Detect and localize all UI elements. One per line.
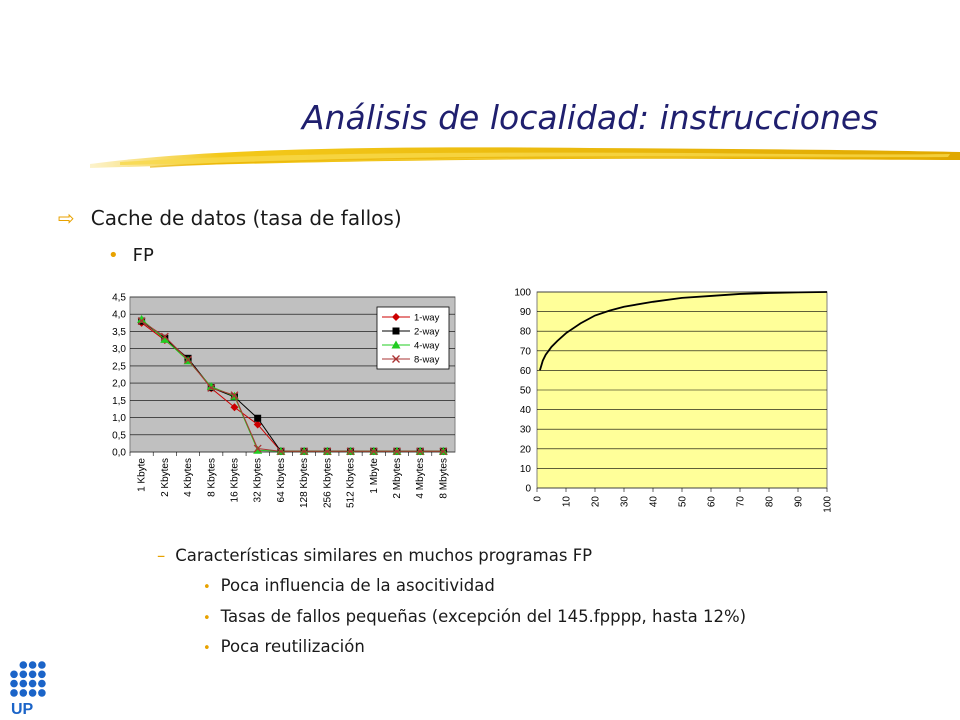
x-tick-label: 8 Mbytes [438,458,450,499]
x-tick-label: 100 [822,496,834,513]
legend-label: 4-way [414,340,440,352]
logo-text: UP [11,701,34,716]
legend-label: 2-way [414,326,440,338]
x-tick-label: 70 [735,496,747,508]
x-tick-label: 4 Kbytes [183,458,195,497]
y-tick-label: 4,5 [112,292,126,304]
x-tick-label: 60 [706,496,718,508]
x-tick-label: 50 [677,496,689,508]
y-tick-label: 80 [519,326,531,338]
logo-dot [10,680,18,688]
bullet-cache-datos [58,206,402,230]
x-tick-label: 4 Mbytes [415,458,427,499]
logo-dot [10,671,18,679]
x-tick-label: 40 [648,496,660,508]
y-tick-label: 100 [514,287,531,299]
point-1-text: Poca influencia de la asocitividad [220,576,495,595]
logo-dot [29,689,37,697]
y-tick-label: 1,5 [112,395,126,407]
y-tick-label: 0,5 [112,430,126,442]
x-tick-label: 80 [764,496,776,508]
y-tick-label: 0,0 [112,447,126,459]
y-tick-label: 40 [519,405,531,417]
x-tick-label: 256 Kbytes [322,458,334,509]
y-tick-label: 50 [519,385,531,397]
y-tick-label: 0 [525,483,531,495]
dot-bullet-icon: • [108,245,119,266]
logo-dot [38,689,46,697]
title-underline-brush [90,140,960,180]
legend [377,307,449,369]
y-tick-label: 2,0 [112,378,126,390]
point-2-text: Tasas de fallos pequeñas (excepción del 145.fpppp, hasta 12%) [220,607,747,626]
x-tick-label: 128 Kbytes [299,458,311,509]
sub-bullet-text: Características similares en muchos programas FP [175,546,593,565]
x-tick-label: 64 Kbytes [275,458,287,503]
y-tick-label: 20 [519,444,531,456]
y-tick-label: 3,5 [112,326,126,338]
x-tick-label: 30 [619,496,631,508]
y-tick-label: 90 [519,307,531,319]
dash-bullet-icon: – [157,546,166,565]
y-tick-label: 3,0 [112,344,126,356]
point-1 [203,576,495,595]
y-tick-label: 10 [519,463,531,475]
up-logo [8,660,48,716]
cumulative-chart [500,282,840,522]
dot-bullet-icon: • [203,611,211,626]
x-tick-label: 0 [532,496,544,502]
logo-dot [29,671,37,679]
logo-dot [38,671,46,679]
x-tick-label: 16 Kbytes [229,458,241,503]
data-point [393,328,400,335]
arrow-bullet-icon: ⇨ [58,206,75,230]
dot-bullet-icon: • [203,641,211,656]
bullet-fp [108,245,154,266]
sub-bullet-caracteristicas [157,546,592,565]
x-tick-label: 1 Kbyte [136,458,148,492]
logo-dot [38,661,46,669]
dot-bullet-icon: • [203,580,211,595]
logo-dot [38,680,46,688]
logo-dot [20,671,28,679]
x-tick-label: 2 Kbytes [159,458,171,497]
logo-dot [29,680,37,688]
logo-dot [20,661,28,669]
y-tick-label: 60 [519,365,531,377]
x-tick-label: 2 Mbytes [391,458,403,499]
y-tick-label: 70 [519,346,531,358]
logo-dot [20,680,28,688]
legend-label: 1-way [414,312,440,324]
y-tick-label: 4,0 [112,309,126,321]
x-tick-label: 512 Kbytes [345,458,357,509]
x-tick-label: 1 Mbyte [368,458,380,494]
point-2 [203,607,746,626]
miss-rate-chart [100,285,460,525]
data-point [254,415,261,422]
x-tick-label: 8 Kbytes [206,458,218,497]
x-tick-label: 10 [561,496,573,508]
x-tick-label: 20 [590,496,602,508]
y-tick-label: 2,5 [112,361,126,373]
logo-dot [10,689,18,697]
y-tick-label: 30 [519,424,531,436]
legend-label: 8-way [414,354,440,366]
y-tick-label: 1,0 [112,413,126,425]
bullet-fp-text: FP [132,245,154,266]
point-3-text: Poca reutilización [220,637,365,656]
logo-dot [29,661,37,669]
logo-dot [20,689,28,697]
point-3 [203,637,365,656]
x-tick-label: 32 Kbytes [252,458,264,503]
slide-title: Análisis de localidad: instrucciones [302,98,879,137]
x-tick-label: 90 [793,496,805,508]
bullet-cache-text: Cache de datos (tasa de fallos) [90,206,402,230]
